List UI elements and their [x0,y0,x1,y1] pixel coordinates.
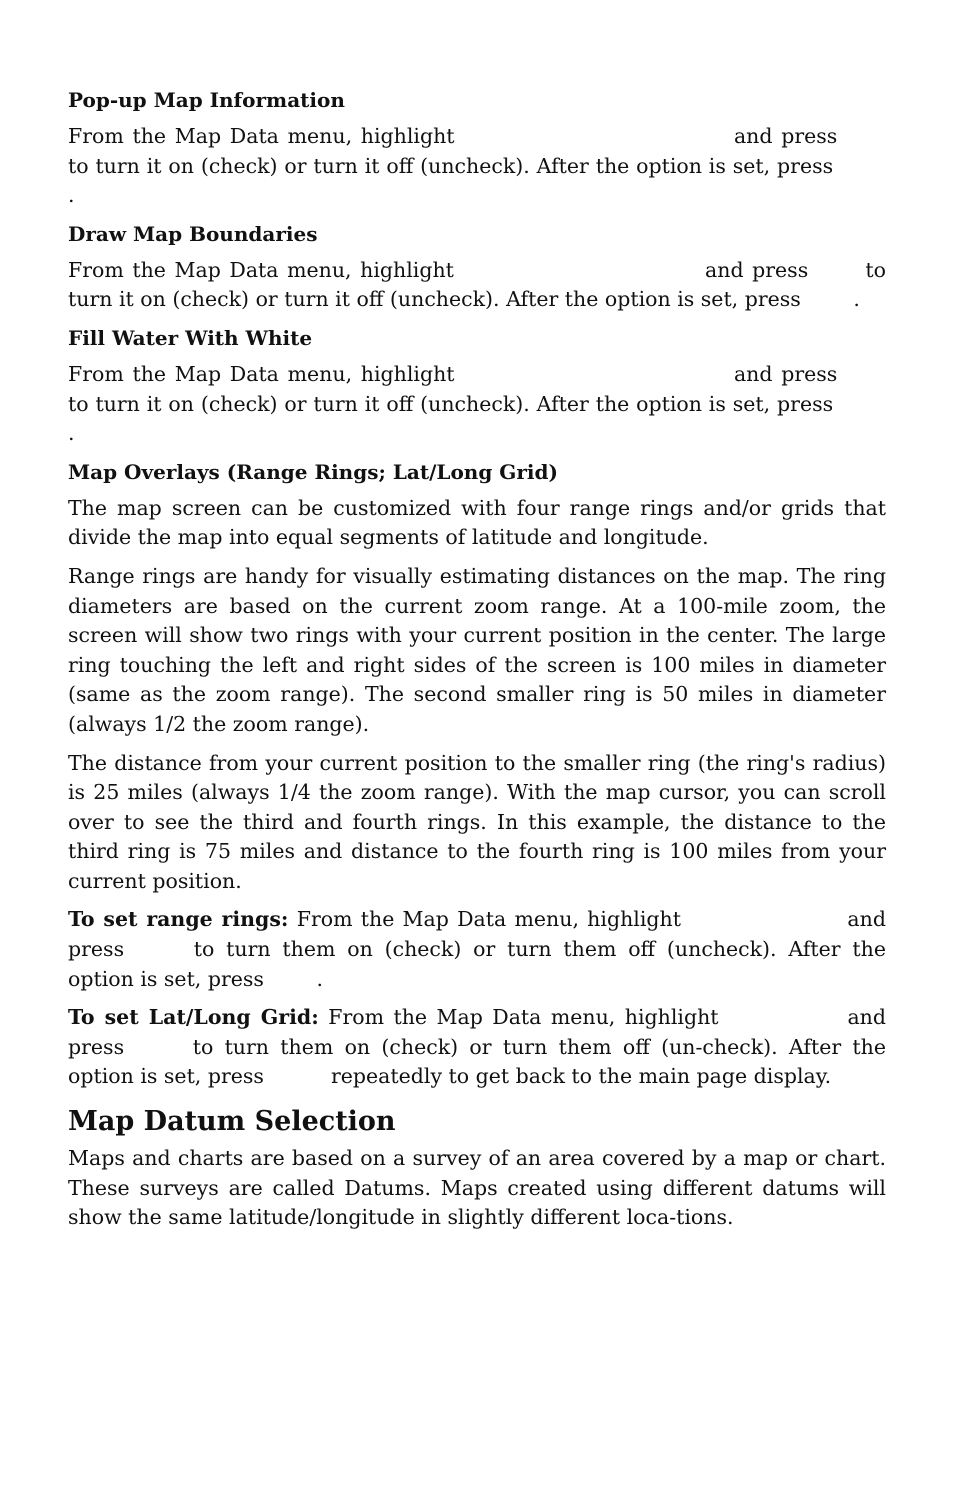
fillwater-text-1: From the Map Data menu, highlight [68,361,455,386]
heading-fill-water-with-white: Fill Water With White [68,325,313,350]
manual-page [68,86,886,1242]
datum-paragraph: Maps and charts are based on a survey of an area covered by a map or chart. These surveys are called Datums. Maps created using different datums will show the same latitude/longitude in slightly different loca-tions. [68,1146,886,1230]
popup-text-2: and press [733,124,838,148]
popup-paragraph [68,122,886,211]
popup-text-4: . [68,183,75,208]
heading-map-datum-selection: Map Datum Selection [68,1106,396,1138]
overlays-paragraph-1: The map screen can be customized with four range rings and/or grids that divide the map into equal segments of latitude and longitude. [68,495,886,550]
range-rings-text-1: From the Map Data menu, highlight [296,907,681,932]
overlays-paragraph-2: Range rings are handy for visually estimating distances on the map. The ring diameters are based on the current zoom range. At a 100-mile zoom, the screen will show two rings with your current position in the center. The large ring touching the left and right sides of the screen is 100 miles in diameter (same as the zoom range). The second smaller ring is 50 miles in diameter (always 1/2 the zoom range). [68,563,886,736]
range-rings-text-3: to turn them on (check) or turn them off (uncheck). After the option is set, press [68,937,886,991]
lat-long-grid-lead: To set Lat/Long Grid: [68,1005,319,1030]
lat-long-grid-text-2: and press [68,1005,886,1059]
heading-popup-map-information: Pop-up Map Information [68,88,345,112]
range-rings-lead: To set range rings: [68,907,289,932]
fillwater-paragraph [68,360,886,449]
lat-long-grid-text-1: From the Map Data menu, highlight [328,1005,719,1030]
fillwater-text-3: to turn it on (check) or turn it off (uncheck). After the option is set, press [68,391,834,416]
boundaries-text-4: . [853,287,860,312]
fillwater-text-4: . [68,421,75,446]
boundaries-text-1: From the Map Data menu, highlight [68,257,454,282]
range-rings-text-4: . [316,966,323,991]
boundaries-paragraph [68,256,886,315]
lat-long-grid-paragraph [68,1003,886,1092]
range-rings-paragraph [68,905,886,994]
range-rings-text-2: and press [68,907,886,962]
heading-draw-map-boundaries: Draw Map Boundaries [68,221,318,246]
lat-long-grid-text-3: to turn them on (check) or turn them off (un-check). After the option is set, press [68,1034,886,1089]
overlays-paragraph-3: The distance from your current position to the smaller ring (the ring's radius) is 25 miles (always 1/4 the zoom range). With the map cursor, you can scroll over to see the third and fourth rings. In this example, the distance to the third ring is 75 miles and distance to the fourth ring is 100 miles from your current position. [68,750,886,893]
boundaries-text-3: to turn it on (check) or turn it off (uncheck). After the option is set, press [68,257,886,312]
popup-text-1: From the Map Data menu, highlight [68,124,455,148]
popup-text-3: to turn it on (check) or turn it off (uncheck). After the option is set, press [68,153,834,178]
heading-map-overlays: Map Overlays (Range Rings; Lat/Long Grid) [68,459,558,484]
fillwater-text-2: and press [733,361,838,386]
lat-long-grid-text-4: repeatedly to get back to the main page display. [331,1064,832,1089]
boundaries-text-2: and press [705,257,809,282]
